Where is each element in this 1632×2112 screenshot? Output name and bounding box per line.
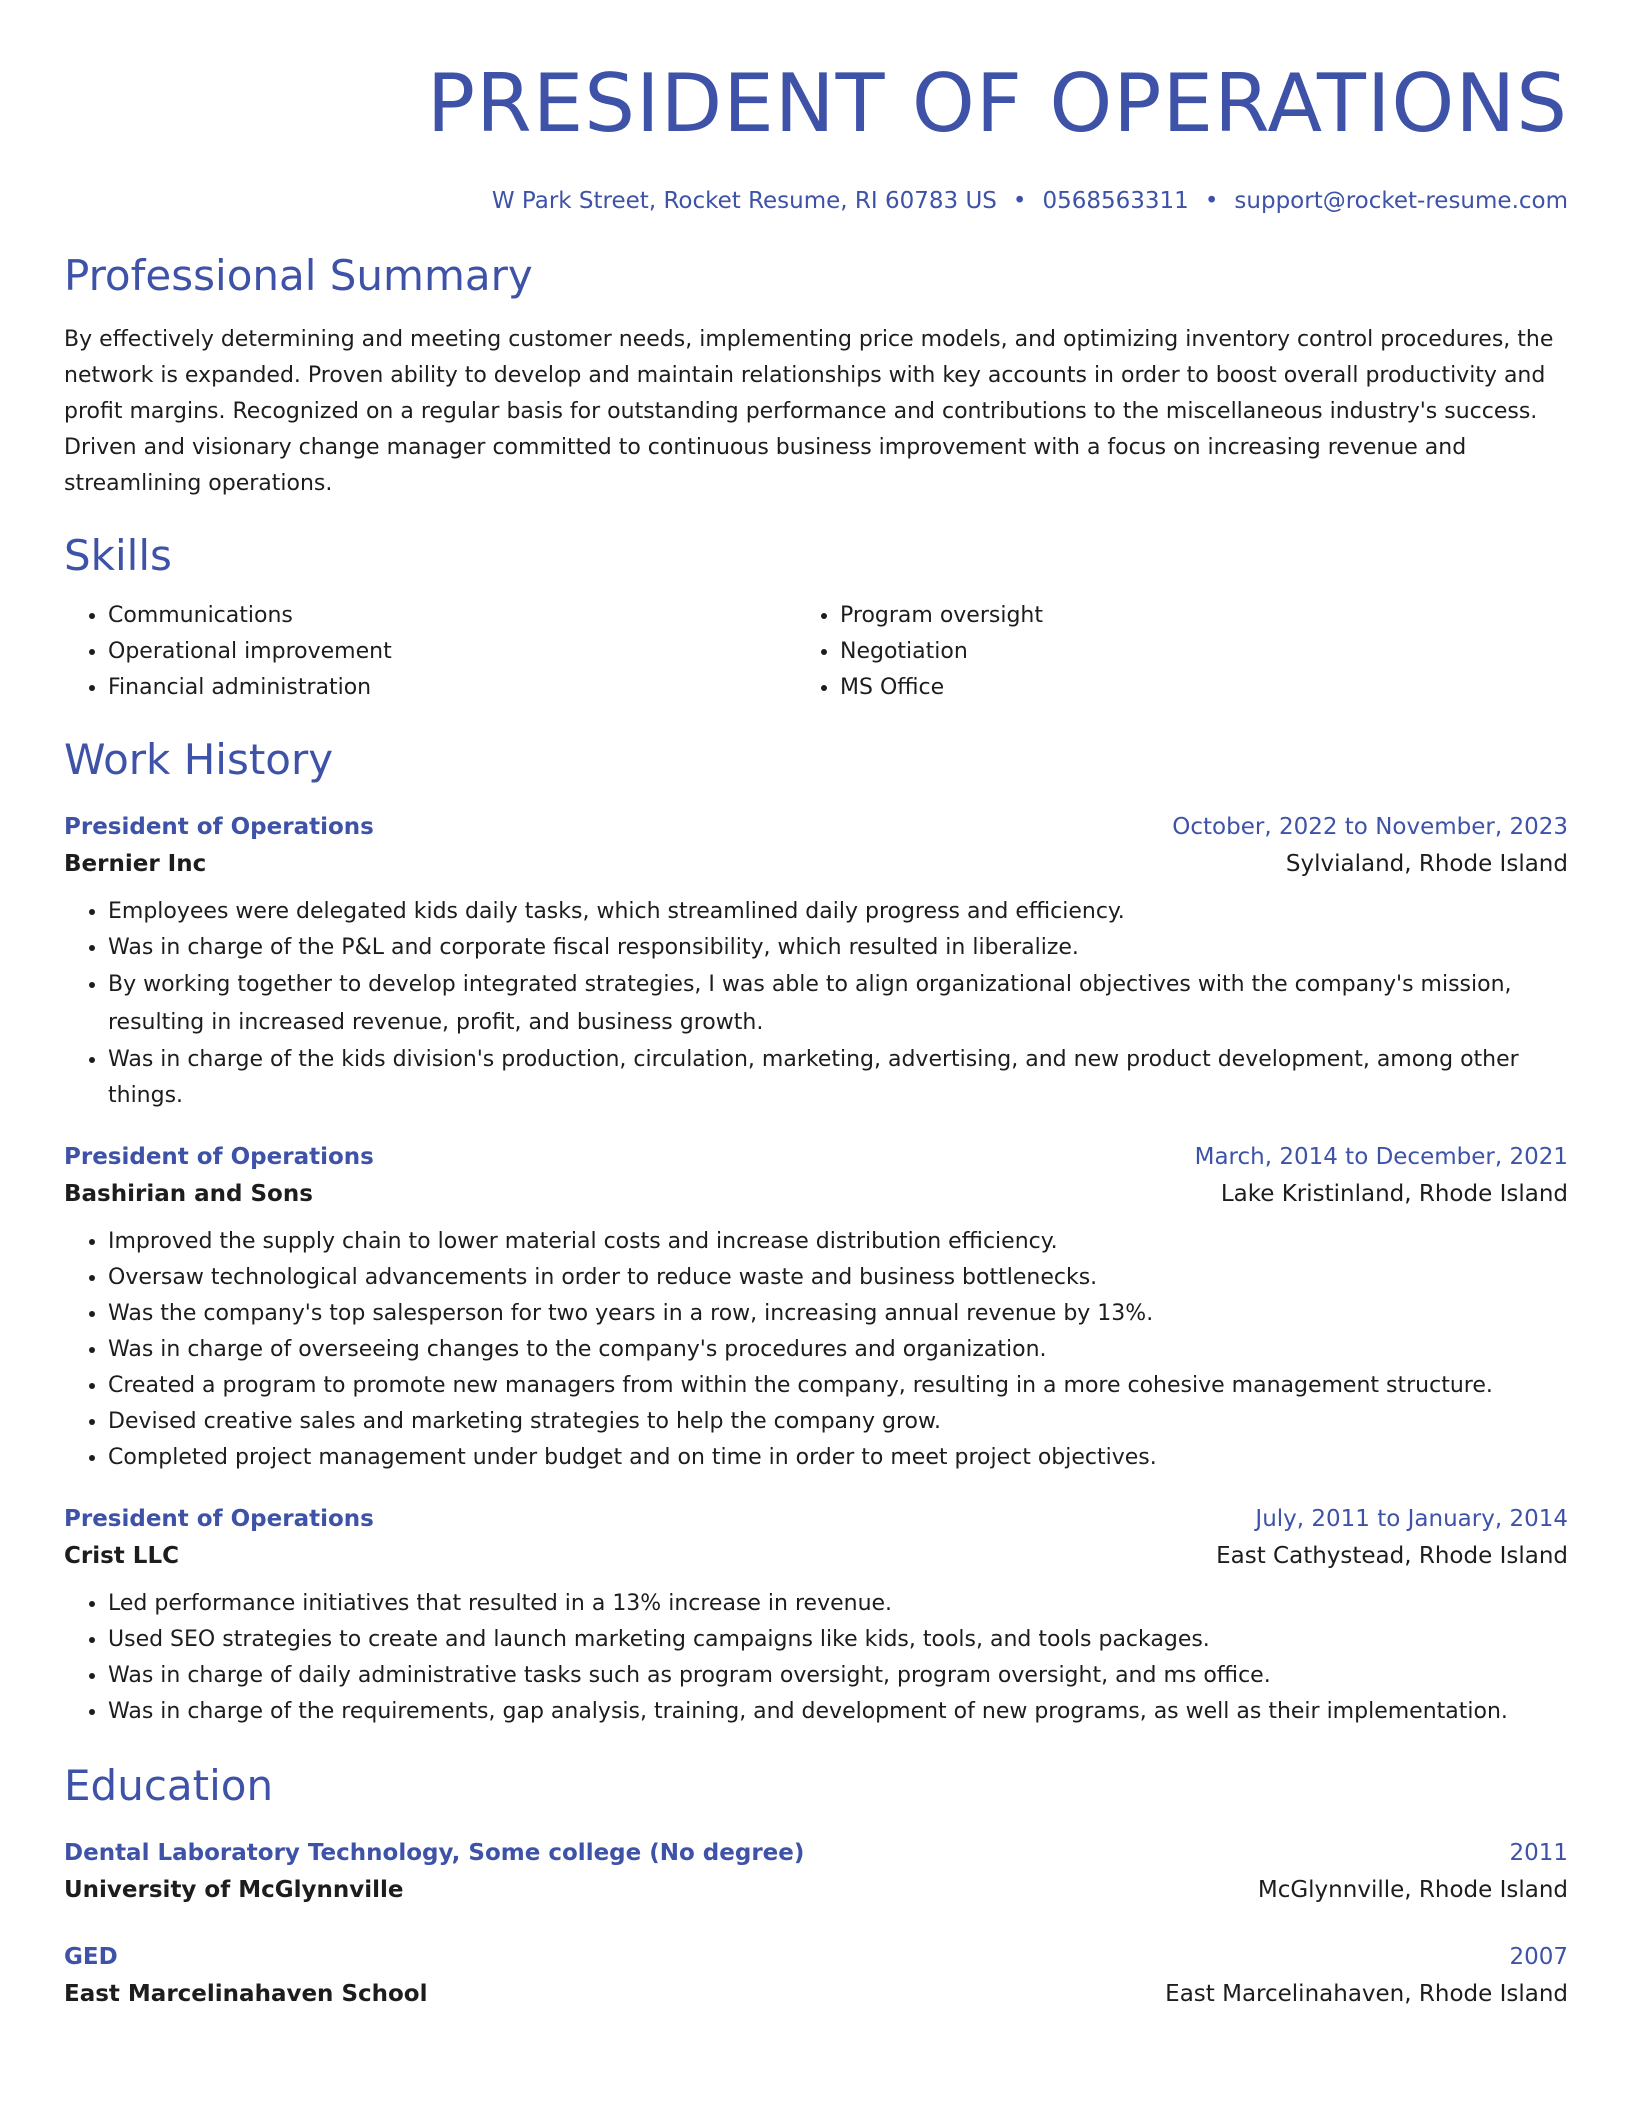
job-title: President of Operations (64, 814, 374, 840)
job-bullet: • Improved the supply chain to lower material costs and increase distribution efficiency. (108, 1224, 1568, 1260)
education-year: 2007 (1509, 1944, 1568, 1970)
job-bullet: • Was in charge of the requirements, gap analysis, training, and development of new programs, as well as their implementation. (108, 1694, 1568, 1730)
job-location: Sylvialand, Rhode Island (1285, 851, 1568, 877)
education-header-row (64, 1836, 1568, 1870)
job-location: East Cathystead, Rhode Island (1216, 1543, 1568, 1569)
job-bullet: • Used SEO strategies to create and launch marketing campaigns like kids, tools, and tools packages. (108, 1622, 1568, 1658)
job-dates: March, 2014 to December, 2021 (1194, 1144, 1568, 1170)
job-bullet: • Was in charge of overseeing changes to the company's procedures and organization. (108, 1332, 1568, 1368)
education-entry (64, 1836, 1568, 1910)
job-bullet: • Oversaw technological advancements in order to reduce waste and business bottlenecks. (108, 1260, 1568, 1296)
education-school: East Marcelinahaven School (64, 1981, 428, 2007)
skills-list (64, 598, 1568, 706)
skill-item: • Negotiation (840, 634, 1544, 670)
job-bullets (64, 1586, 1568, 1730)
summary-heading: Professional Summary (64, 251, 533, 300)
skill-item: • Program oversight (840, 598, 1544, 634)
skill-item: • Operational improvement (108, 634, 804, 670)
job-location: Lake Kristinland, Rhode Island (1220, 1181, 1568, 1207)
job-bullet: • Led performance initiatives that resulted in a 13% increase in revenue. (108, 1586, 1568, 1622)
education-location: McGlynnville, Rhode Island (1257, 1877, 1568, 1903)
job-company-row (64, 1536, 1568, 1576)
job-company: Bashirian and Sons (64, 1181, 313, 1207)
education-heading: Education (64, 1761, 274, 1810)
skills-column-right (804, 598, 1544, 706)
job-entry (64, 1502, 1568, 1730)
resume-header (64, 56, 1568, 216)
job-company-row (64, 1174, 1568, 1214)
job-dates: July, 2011 to January, 2014 (1255, 1506, 1568, 1532)
job-bullet: • Was in charge of daily administrative tasks such as program oversight, program oversight, and ms office. (108, 1658, 1568, 1694)
skill-item: • MS Office (840, 670, 1544, 706)
job-entry (64, 810, 1568, 1114)
summary-text: By effectively determining and meeting customer needs, implementing price models, and optimizing inventory control procedures, the network is expanded. Proven ability to develop and maintain relationships with key accounts in order to boost overall productivity and profit margins. Recognized on a regular basis for outstanding performance and contributions to the miscellaneous industry's success. Driven and visionary change manager committed to continuous business improvement with a focus on increasing revenue and streamlining operations. (64, 327, 1554, 496)
job-header-row (64, 1502, 1568, 1536)
job-dates: October, 2022 to November, 2023 (1172, 814, 1568, 840)
job-bullet: • By working together to develop integrated strategies, I was able to align organizational objectives with the company's mission, resulting in increased revenue, profit, and business growth. (108, 966, 1568, 1042)
job-bullets (64, 1224, 1568, 1476)
education-degree: Dental Laboratory Technology, Some college (No degree) (64, 1840, 805, 1866)
job-company-row (64, 844, 1568, 884)
work-history-heading: Work History (64, 735, 334, 784)
job-bullet: • Completed project management under budget and on time in order to meet project objectives. (108, 1440, 1568, 1476)
job-company: Crist LLC (64, 1543, 179, 1569)
contact-separator: • (1012, 188, 1027, 214)
job-bullet: • Devised creative sales and marketing strategies to help the company grow. (108, 1404, 1568, 1440)
education-location: East Marcelinahaven, Rhode Island (1165, 1981, 1568, 2007)
contact-line (64, 186, 1568, 216)
contact-email[interactable]: support@rocket-resume.com (1234, 188, 1568, 214)
contact-separator: • (1204, 188, 1219, 214)
job-header-row (64, 1140, 1568, 1174)
job-bullet: • Was in charge of the kids division's production, circulation, marketing, advertising, and new product development, among other things. (108, 1042, 1568, 1114)
contact-phone: 0568563311 (1042, 188, 1189, 214)
resume-name: PRESIDENT OF OPERATIONS (426, 57, 1568, 150)
skills-heading: Skills (64, 531, 172, 580)
job-company: Bernier Inc (64, 851, 207, 877)
education-degree: GED (64, 1944, 118, 1970)
job-entry (64, 1140, 1568, 1476)
job-title: President of Operations (64, 1506, 374, 1532)
job-header-row (64, 810, 1568, 844)
education-school-row (64, 1870, 1568, 1910)
contact-address: W Park Street, Rocket Resume, RI 60783 US (491, 188, 997, 214)
job-bullet: • Employees were delegated kids daily tasks, which streamlined daily progress and efficiency. (108, 894, 1568, 930)
job-bullet: • Was in charge of the P&L and corporate fiscal responsibility, which resulted in liberalize. (108, 930, 1568, 966)
education-school: University of McGlynnville (64, 1877, 404, 1903)
job-bullet: • Was the company's top salesperson for two years in a row, increasing annual revenue by 13%. (108, 1296, 1568, 1332)
education-school-row (64, 1974, 1568, 2014)
job-bullet: • Created a program to promote new managers from within the company, resulting in a more cohesive management structure. (108, 1368, 1568, 1404)
skill-item: • Financial administration (108, 670, 804, 706)
skill-item: • Communications (108, 598, 804, 634)
education-year: 2011 (1509, 1840, 1568, 1866)
job-bullets (64, 894, 1568, 1114)
education-entry (64, 1940, 1568, 2014)
education-header-row (64, 1940, 1568, 1974)
job-title: President of Operations (64, 1144, 374, 1170)
skills-column-left (64, 598, 804, 706)
